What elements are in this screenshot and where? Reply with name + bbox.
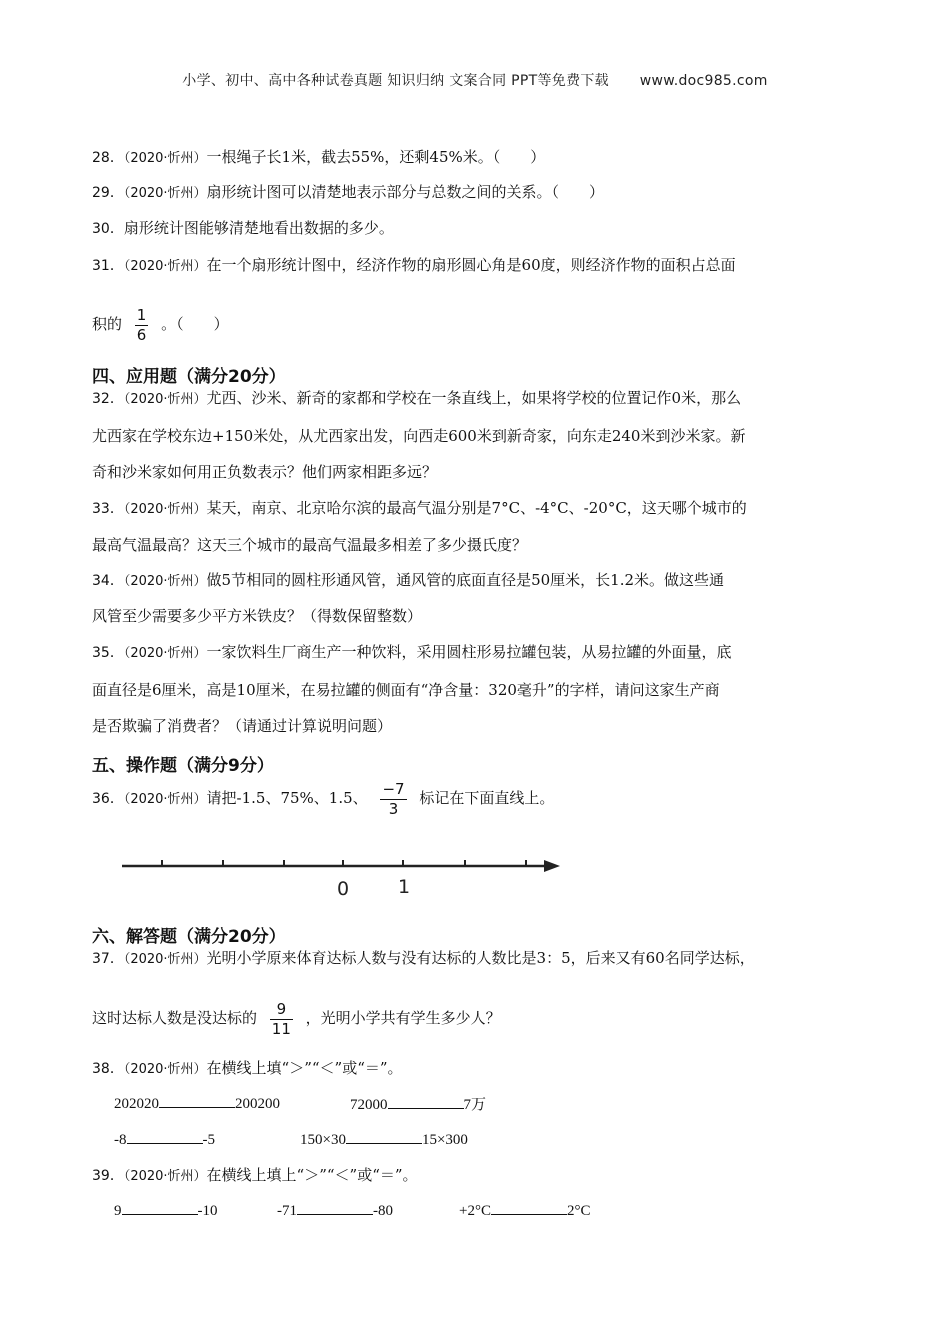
question-30: 30．扇形统计图能够清楚地看出数据的多少。 <box>92 219 394 237</box>
answer-blank[interactable] <box>127 1129 203 1144</box>
q38-item-b: 72000 7万 <box>350 1093 486 1114</box>
question-29: 29．（2020·忻州）扇形统计图可以清楚地表示部分与总数之间的关系。（ ） <box>92 183 605 201</box>
answer-blank[interactable] <box>346 1129 422 1144</box>
question-34-line2: 风管至少需要多少平方米铁皮？（得数保留整数） <box>92 607 423 625</box>
header-site[interactable]: www.doc985.com <box>639 73 768 89</box>
q39-item-a: 9 -10 <box>114 1200 218 1220</box>
number-line[interactable] <box>120 848 570 908</box>
q38-item-d: 150×30 15×300 <box>300 1129 468 1149</box>
fraction-one-sixth: $\frac{1}{6}$ <box>136 305 147 344</box>
section-5-title: 五、操作题（满分9分） <box>92 756 274 776</box>
question-35-line2: 面直径是6厘米，高是10厘米，在易拉罐的侧面有“净含量：320毫升”的字样，请问这家生产商 <box>92 681 720 699</box>
question-37-line2: 这时达标人数是没达标的 $\frac{9}{11}$ ，光明小学共有学生多少人？ <box>92 999 501 1038</box>
fraction-nine-elevenths: $\frac{9}{11}$ <box>271 999 291 1038</box>
question-37: 37．（2020·忻州）光明小学原来体育达标人数与没有达标的人数比是3：5，后来又有60名同学达标， <box>92 949 755 967</box>
question-28: 28．（2020·忻州）一根绳子长1米，截去55%，还剩45%米。（ ） <box>92 148 546 166</box>
question-39: 39．（2020·忻州）在横线上填上“＞”“＜”或“＝”。 <box>92 1166 418 1184</box>
question-32-line2: 尤西家在学校东边+150米处，从尤西家出发，向西走600米到新奇家，向东走240米到沙米家。新 <box>92 427 746 445</box>
answer-blank[interactable] <box>388 1094 464 1109</box>
question-36: 36．（2020·忻州）请把-1.5、75%、1.5、 $\frac{-7}{3}$ 标记在下面直线上。 <box>92 779 555 818</box>
q38-item-c: -8 -5 <box>114 1129 215 1149</box>
question-35-line3: 是否欺骗了消费者？（请通过计算说明问题） <box>92 717 393 735</box>
question-31-line2: 积的 $\frac{1}{6}$ 。（ ） <box>92 305 229 344</box>
answer-blank[interactable] <box>159 1093 235 1108</box>
question-34: 34．（2020·忻州）做5节相同的圆柱形通风管，通风管的底面直径是50厘米，长1.2米。做这些通 <box>92 571 725 589</box>
question-32-line3: 奇和沙米家如何用正负数表示？他们两家相距多远？ <box>92 463 438 481</box>
q38-item-a: 202020 200200 <box>114 1093 280 1113</box>
answer-blank[interactable] <box>122 1200 198 1215</box>
question-31: 31．（2020·忻州）在一个扇形统计图中，经济作物的扇形圆心角是60度，则经济作物的面积占总面 <box>92 256 736 274</box>
q39-item-c: +2°C 2°C <box>459 1200 590 1220</box>
question-32: 32．（2020·忻州）尤西、沙米、新奇的家都和学校在一条直线上，如果将学校的位置记作0米，那么 <box>92 389 742 407</box>
page-header <box>0 70 950 90</box>
question-38: 38．（2020·忻州）在横线上填“＞”“＜”或“＝”。 <box>92 1059 403 1077</box>
section-4-title: 四、应用题（满分20分） <box>92 367 286 387</box>
answer-blank[interactable] <box>491 1200 567 1215</box>
answer-blank[interactable] <box>297 1200 373 1215</box>
label-zero: 0 <box>337 878 350 900</box>
fraction-neg-seven-thirds: $\frac{-7}{3}$ <box>382 779 405 818</box>
question-33: 33．（2020·忻州）某天，南京、北京哈尔滨的最高气温分别是7°C、-4°C、-20°C，这天哪个城市的 <box>92 499 747 517</box>
question-33-line2: 最高气温最高？这天三个城市的最高气温最多相差了多少摄氏度？ <box>92 536 528 554</box>
label-one: 1 <box>398 876 411 898</box>
section-6-title: 六、解答题（满分20分） <box>92 927 286 947</box>
question-35: 35．（2020·忻州）一家饮料生厂商生产一种饮料，采用圆柱形易拉罐包装，从易拉罐的外面量，底 <box>92 643 732 661</box>
number-line-arrow <box>544 860 560 872</box>
q39-item-b: -71 -80 <box>277 1200 393 1220</box>
header-text: 小学、初中、高中各种试卷真题 知识归纳 文案合同 PPT等免费下载 <box>182 73 609 89</box>
